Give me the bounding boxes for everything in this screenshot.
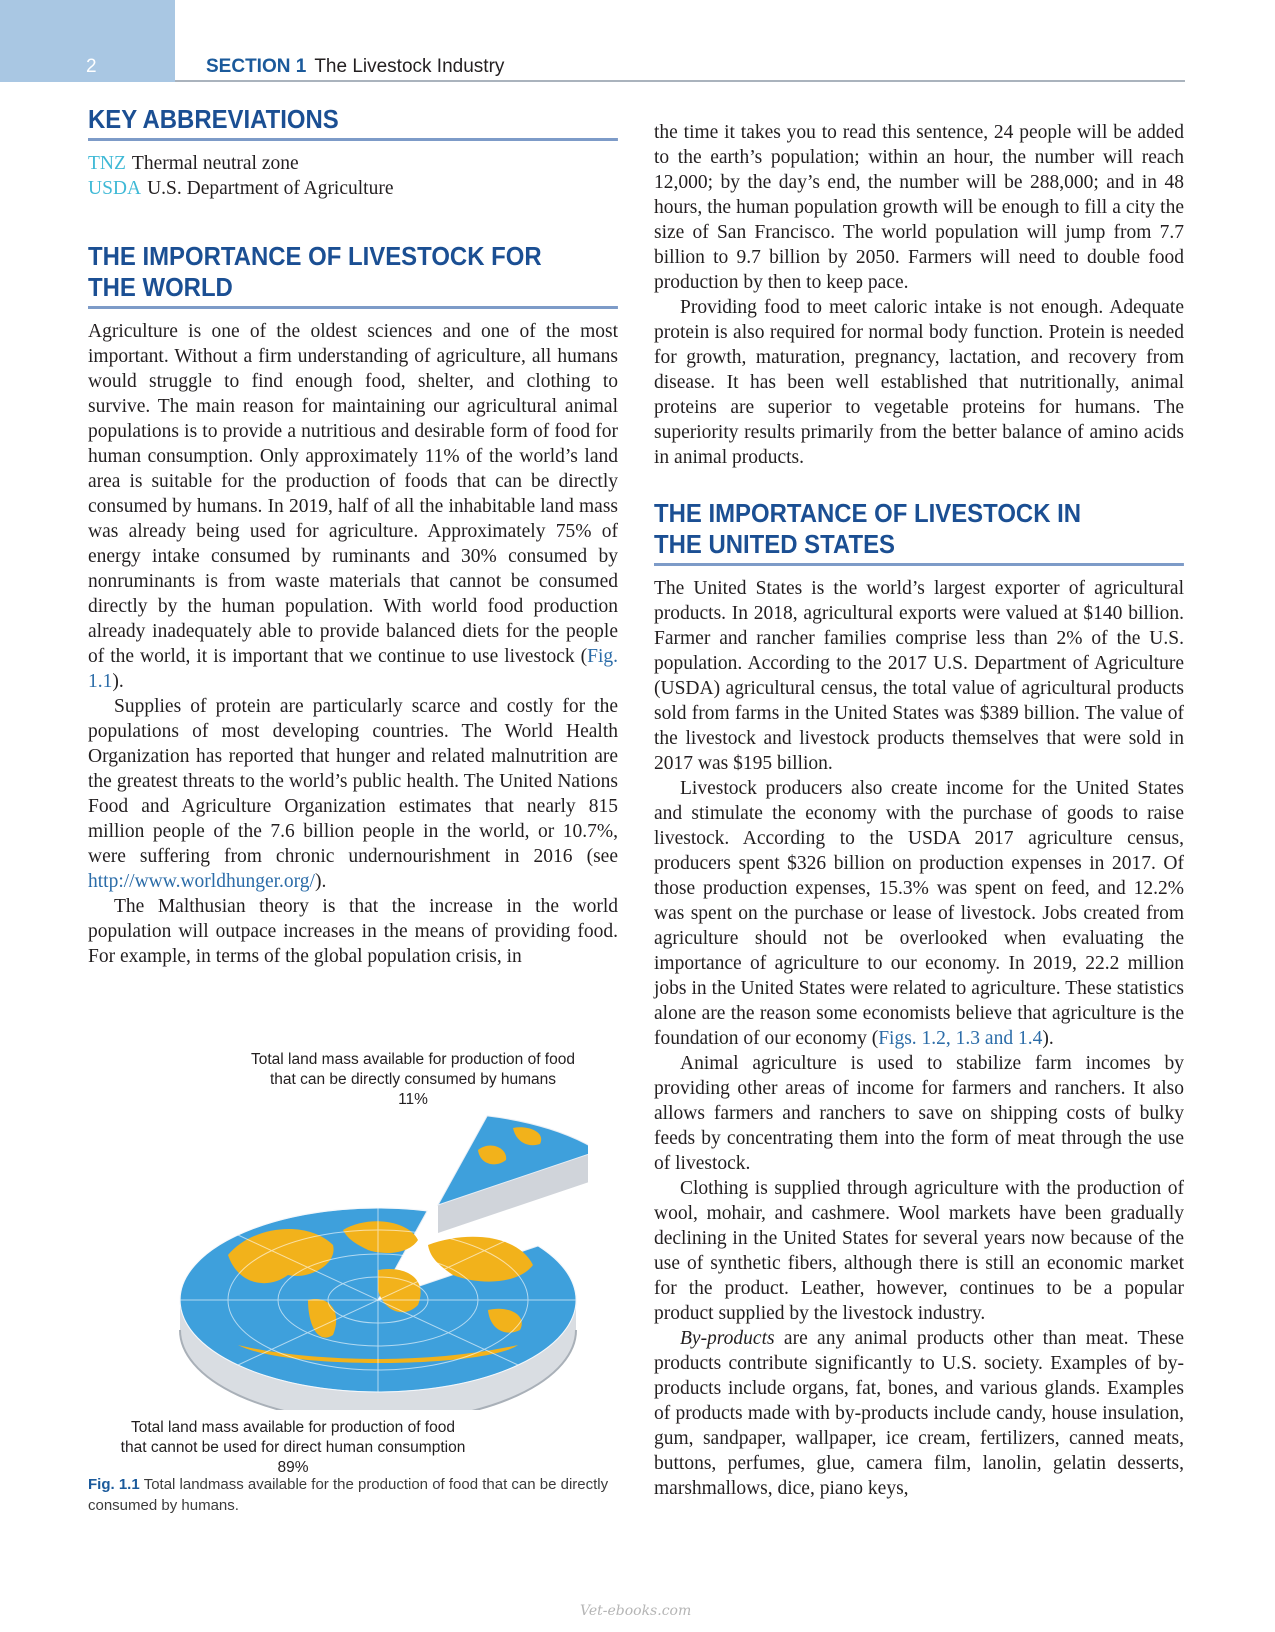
paragraph-text: ). xyxy=(112,671,124,692)
paragraph-text: Supplies of protein are particularly scarce and costly for the populations of most developing countries. The World Health Organization has reported that hunger and related malnutrition are the greatest threats to the world’s public health. The United Nations Food and Agriculture Organization estimates that nearly 815 million people of the 7.6 billion people in the world, or 10.7%, were suffering from chronic undernourishment in 2016 (see xyxy=(88,696,618,867)
paragraph: the time it takes you to read this sentence, 24 people will be added to the earth’s population; within an hour, the number will reach 12,000; by the day’s end, the number will be 288,000; and in 48 hours, the human population growth will be enough to fill a city the size of San Francisco. The world population will jump from 7.7 billion to 9.7 billion by 2050. Farmers will need to double food production by then to keep pace. xyxy=(654,122,1184,293)
paragraph-text: ). xyxy=(1042,1028,1054,1049)
paragraph-text: Livestock producers also create income for the United States and stimulate the economy with the purchase of goods to raise livestock. According to the USDA 2017 agriculture census, producers spent $326 billion on production expenses in 2017. Of those production expenses, 15.3% was spent on feed, and 12.2% was spent on the purchase or lease of livestock. Jobs created from agriculture should not be overlooked when evaluating the importance of agriculture to our economy. In 2019, 22.2 million jobs in the United States were related to agriculture. These statistics alone are the reason some economists believe that agriculture is the foundation of our economy ( xyxy=(654,778,1184,1049)
paragraph: The Malthusian theory is that the increase in the world population will outpace increases in the means of providing food. For example, in terms of the global population crisis, in xyxy=(88,896,618,967)
running-header xyxy=(206,56,504,78)
paragraph: Providing food to meet caloric intake is not enough. Adequate protein is also required for normal body function. Protein is needed for growth, maturation, pregnancy, lactation, and recovery from disease. It has been well established that nutritionally, animal proteins are superior to vegetable proteins for humans. The superiority results primarily from the better balance of amino acids in animal products. xyxy=(654,297,1184,468)
pie-slice-11-group xyxy=(438,1116,588,1233)
section-title: The Livestock Industry xyxy=(314,56,505,77)
abbreviation-code: TNZ xyxy=(88,153,126,174)
abbreviation-list xyxy=(88,151,618,201)
heading-line: THE IMPORTANCE OF LIVESTOCK FOR xyxy=(88,241,542,271)
label-line: Total land mass available for production of food xyxy=(251,1051,575,1068)
header-rule xyxy=(175,80,1185,82)
globe-grid xyxy=(180,1208,576,1392)
paragraph xyxy=(88,694,618,894)
caption-label: Fig. 1.1 xyxy=(88,1476,140,1493)
paragraph-text: ). xyxy=(314,871,327,892)
worldhunger-link[interactable]: http://www.worldhunger.org/ xyxy=(88,871,315,892)
figure-link[interactable]: Fig. 1.1 xyxy=(88,646,618,692)
abbreviation-item xyxy=(88,151,618,176)
heading-line: THE WORLD xyxy=(88,272,233,302)
paragraph xyxy=(654,776,1184,1051)
heading-line: THE IMPORTANCE OF LIVESTOCK IN xyxy=(654,498,1082,528)
abbreviation-item xyxy=(88,176,618,201)
abbreviation-code: USDA xyxy=(88,178,142,199)
paragraph: The United States is the world’s largest exporter of agricultural products. In 2018, agricultural exports were valued at $140 billion. Farmer and rancher families comprise less than 2% of the U.S. population. According to the 2017 U.S. Department of Agriculture (USDA) agricultural census, the total value of agricultural products sold from farms in the United States was $389 billion. The value of the livestock and livestock products themselves that were sold in 2017 was $195 billion. xyxy=(654,578,1184,774)
paragraph-text: are any animal products other than meat. These products contribute significantly to U.S. society. Examples of by-products include organs, fat, bones, and various glands. Examples of products made with by-products include candy, house insulation, gum, sandpaper, wallpaper, ice cream, fertilizers, canned meats, buttons, perfumes, glue, camera film, lanolin, gelatin desserts, marshmallows, dice, piano keys, xyxy=(654,1328,1184,1499)
watermark: Vet-ebooks.com xyxy=(580,1603,692,1619)
figure-top-label xyxy=(228,1050,598,1110)
paragraph xyxy=(654,1326,1184,1501)
label-line: that cannot be used for direct human consumption xyxy=(120,1439,466,1456)
figure-bottom-label xyxy=(88,1418,498,1478)
left-column xyxy=(88,100,618,969)
heading-line: THE UNITED STATES xyxy=(654,529,895,559)
paragraph xyxy=(88,319,618,694)
label-percent: 89% xyxy=(277,1459,309,1476)
key-abbreviations-heading: KEY ABBREVIATIONS xyxy=(88,104,618,141)
page-number: 2 xyxy=(86,56,97,77)
world-section-heading xyxy=(88,241,618,309)
figure-caption xyxy=(88,1474,623,1516)
label-line: Total land mass available for production of food xyxy=(131,1419,455,1436)
abbreviation-meaning: U.S. Department of Agriculture xyxy=(147,178,394,199)
abbreviation-meaning: Thermal neutral zone xyxy=(131,153,299,174)
caption-text: Total landmass available for the production of food that can be directly consumed by humans. xyxy=(88,1476,609,1514)
globe-pie-illustration xyxy=(168,1105,588,1410)
paragraph: Animal agriculture is used to stabilize farm incomes by providing other areas of income for farmers and ranchers. It also allows farmers and ranchers to save on shipping costs of bulky feeds by concentrating them into the form of meat through the use of livestock. xyxy=(654,1053,1184,1174)
paragraph-text: Agriculture is one of the oldest sciences and one of the most important. Without a firm understanding of agriculture, all humans would struggle to find enough food, shelter, and clothing to survive. The main reason for maintaining our agricultural animal populations is to provide a nutritious and desirable form of food for human consumption. Only approximately 11% of the world’s land area is suitable for the production of foods that can be directly consumed by humans. In 2019, half of all the inhabitable land mass was already being used for agriculture. Approximately 75% of energy intake consumed by ruminants and 30% consumed by nonruminants is from waste materials that cannot be consumed directly by the human population. With world food production already inadequately able to provide balanced diets for the people of the world, it is important that we continue to use livestock ( xyxy=(88,321,618,667)
figure-1-1 xyxy=(88,1050,618,1520)
term-byproducts: By-products xyxy=(680,1328,775,1349)
label-line: that can be directly consumed by humans xyxy=(269,1071,557,1088)
right-column xyxy=(654,120,1184,1501)
figure-link[interactable]: Figs. 1.2, 1.3 and 1.4 xyxy=(878,1028,1043,1049)
section-label: SECTION 1 xyxy=(206,56,307,77)
us-section-heading xyxy=(654,498,1184,566)
label-percent: 11% xyxy=(398,1091,428,1108)
paragraph: Clothing is supplied through agriculture with the production of wool, mohair, and cashmere. Wool markets have been gradually declining in the United States for several years now because of the use of synthetic fibers, although there is still an economic market for the product. Leather, however, continues to be a popular product supplied by the livestock industry. xyxy=(654,1178,1184,1324)
